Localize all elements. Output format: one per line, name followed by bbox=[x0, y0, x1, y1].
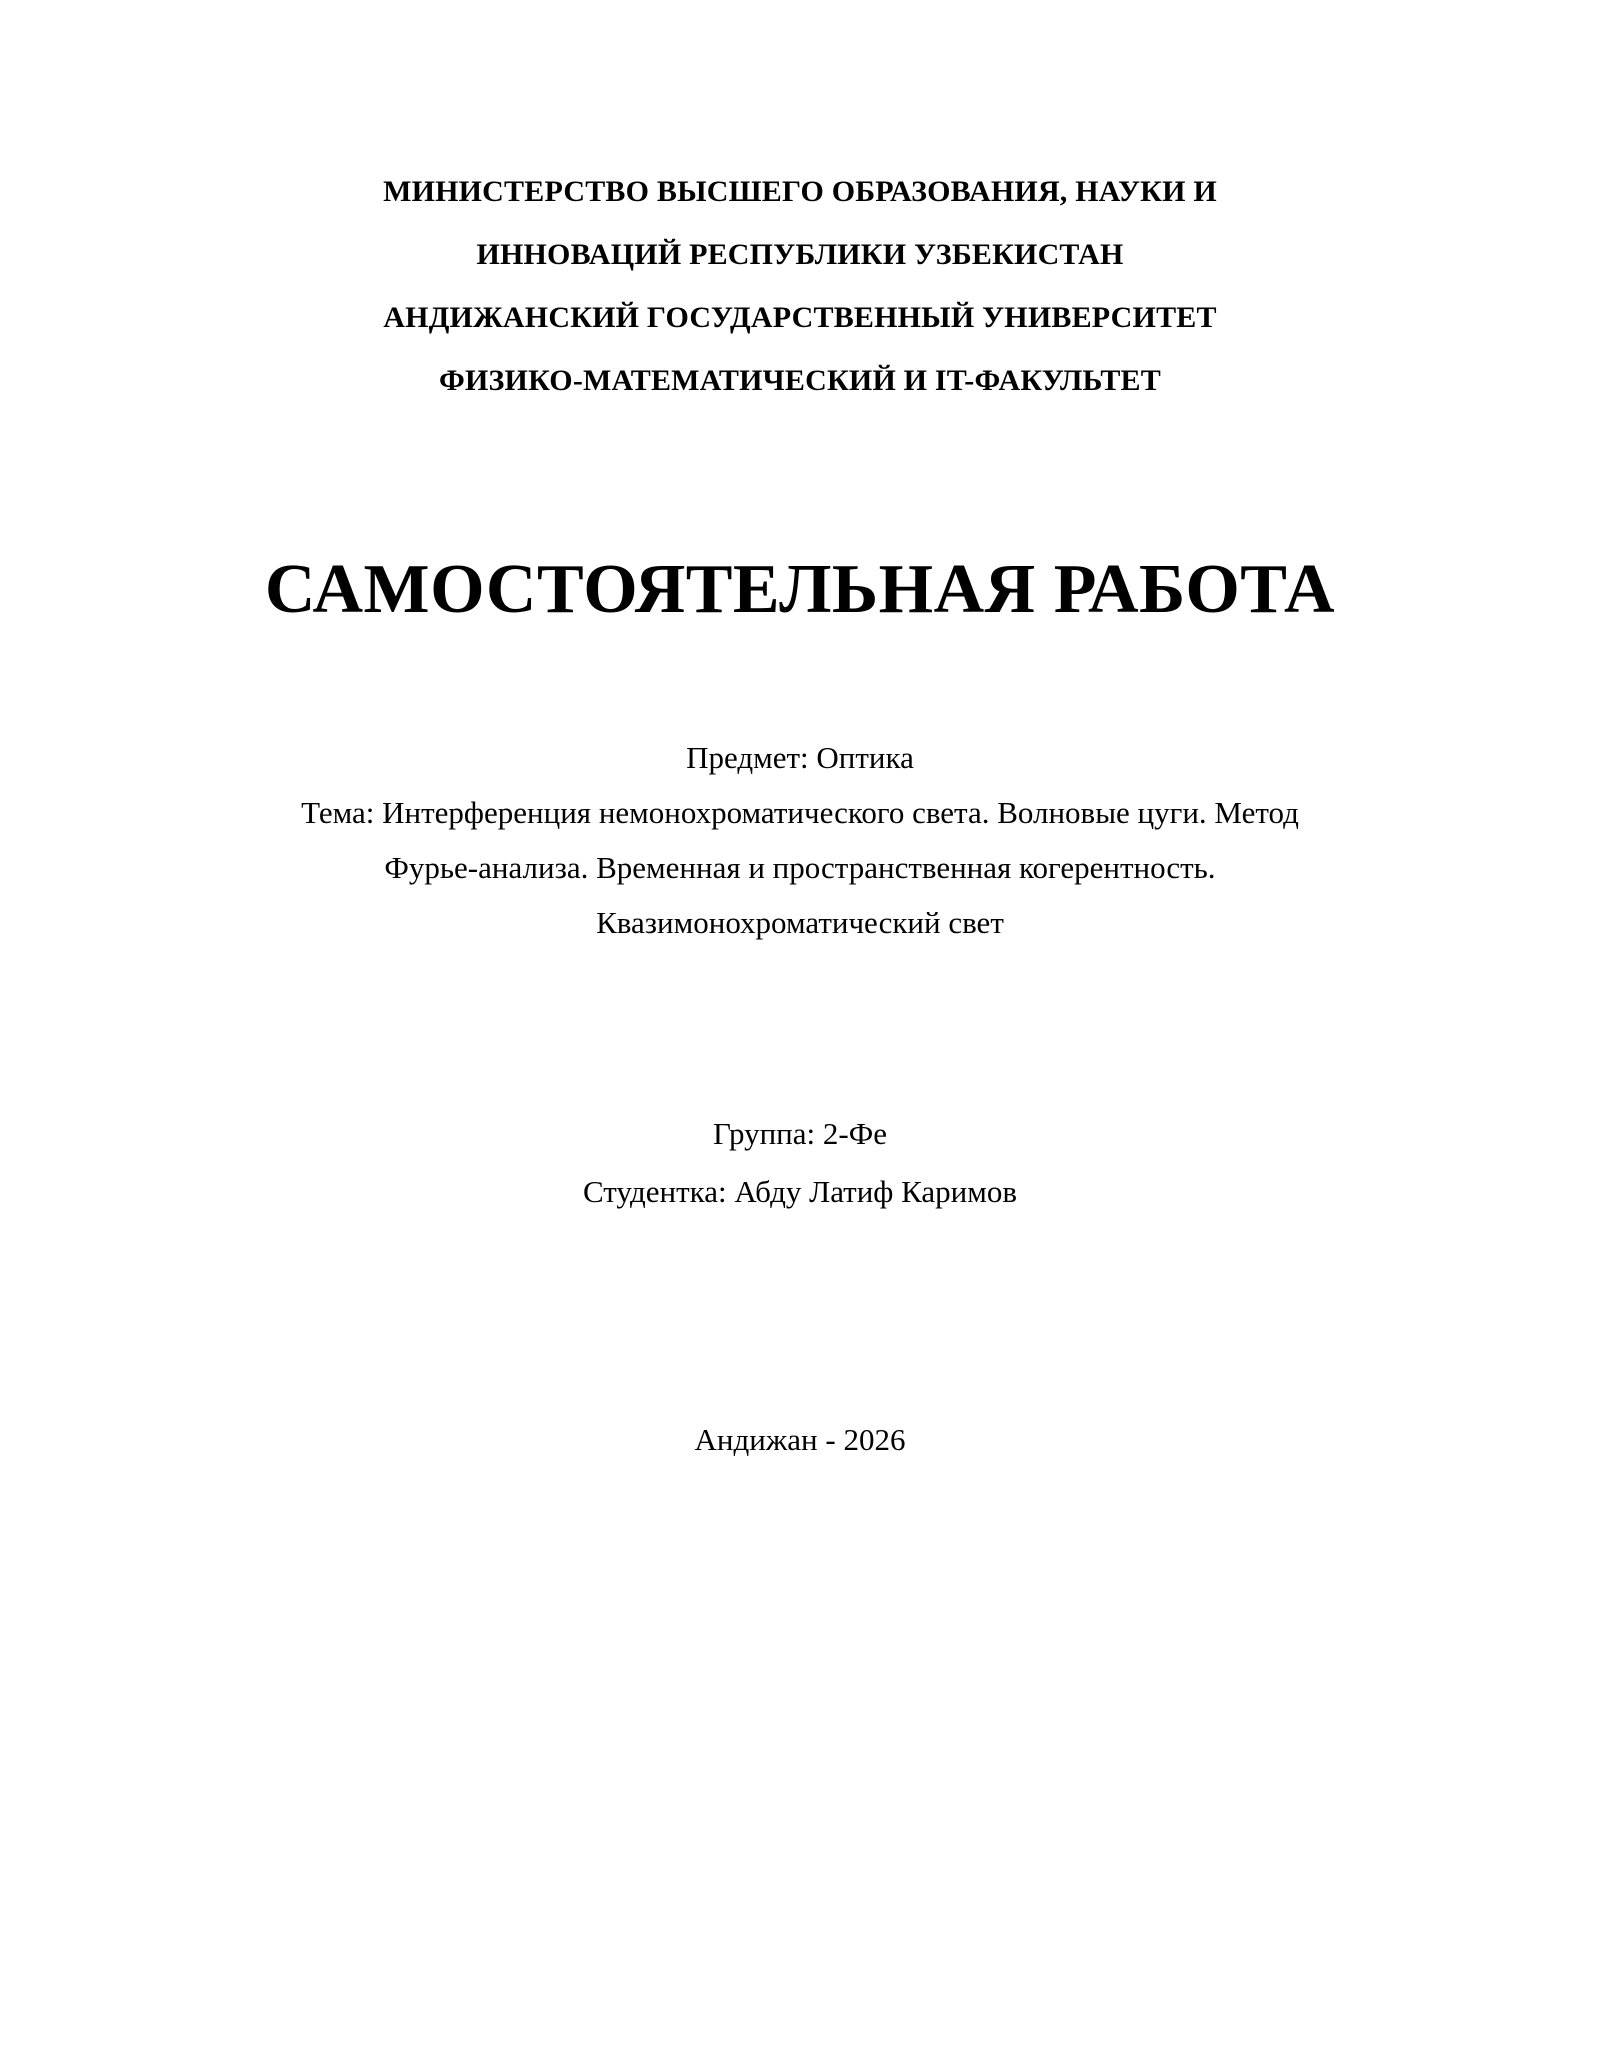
student-line: Студентка: Абду Латиф Каримов bbox=[583, 1174, 1017, 1209]
topic-line-1: Тема: Интерференция немонохроматического света. Волновые цуги. Метод bbox=[301, 795, 1299, 830]
organization-header bbox=[230, 160, 1370, 412]
page-title: САМОСТОЯТЕЛЬНАЯ РАБОТА bbox=[264, 551, 1336, 628]
group-line: Группа: 2-Фе bbox=[713, 1116, 887, 1151]
subject-line: Предмет: Оптика bbox=[686, 740, 914, 775]
city-year-line: Андижан - 2026 bbox=[694, 1422, 906, 1457]
author-block bbox=[230, 1105, 1370, 1221]
topic-line-2: Фурье-анализа. Временная и пространственная когерентность. bbox=[384, 850, 1216, 885]
topic-line-3: Квазимонохроматический свет bbox=[596, 905, 1004, 940]
org-header-line-faculty: ФИЗИКО-МАТЕМАТИЧЕСКИЙ И IT-ФАКУЛЬТЕТ bbox=[439, 364, 1161, 397]
org-header-line-innovations: ИННОВАЦИЙ РЕСПУБЛИКИ УЗБЕКИСТАН bbox=[476, 238, 1124, 271]
subject-topic-block bbox=[230, 730, 1370, 950]
org-header-line-ministry: МИНИСТЕРСТВО ВЫСШЕГО ОБРАЗОВАНИЯ, НАУКИ И bbox=[383, 175, 1217, 208]
org-header-line-university: АНДИЖАНСКИЙ ГОСУДАРСТВЕННЫЙ УНИВЕРСИТЕТ bbox=[383, 301, 1217, 334]
